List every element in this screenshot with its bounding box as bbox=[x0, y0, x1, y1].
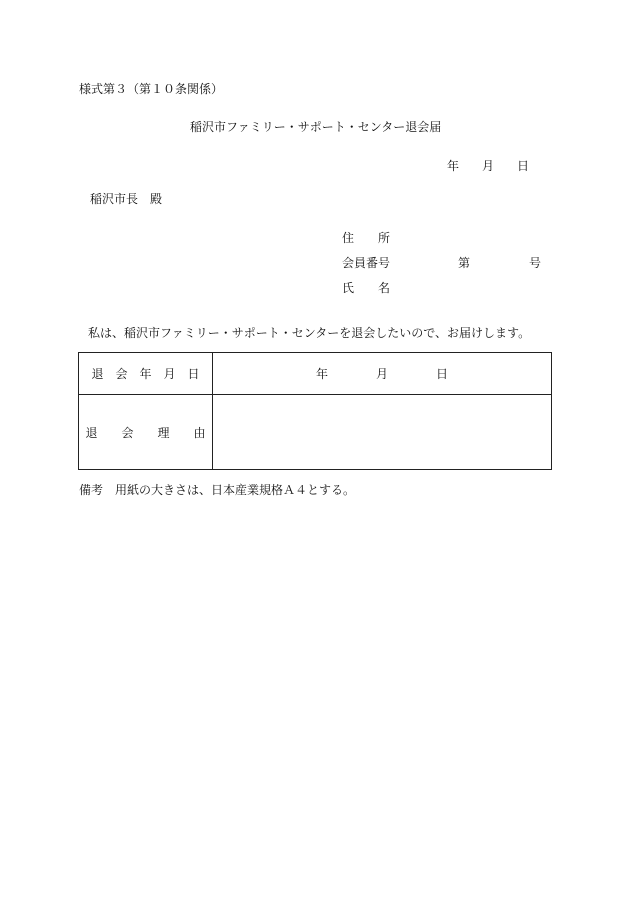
withdrawal-reason-label: 退 会 理 由 bbox=[79, 395, 213, 470]
name-label: 氏 名 bbox=[342, 281, 391, 295]
withdrawal-form-table bbox=[78, 352, 552, 470]
remark-note: 備考 用紙の大きさは、日本産業規格Ａ４とする。 bbox=[79, 483, 356, 497]
date-day-label: 日 bbox=[517, 159, 530, 173]
member-number-suffix: 号 bbox=[529, 256, 542, 270]
address-label: 住 所 bbox=[342, 231, 391, 245]
withdrawal-date-label: 退 会 年 月 日 bbox=[79, 353, 213, 395]
form-number: 様式第３（第１０条関係） bbox=[79, 82, 224, 96]
addressee: 稲沢市長 殿 bbox=[90, 192, 163, 206]
table-row bbox=[79, 395, 552, 470]
member-number-prefix: 第 bbox=[458, 256, 471, 270]
document-title: 稲沢市ファミリー・サポート・センター退会届 bbox=[190, 120, 442, 134]
date-year-label: 年 bbox=[447, 159, 460, 173]
withdrawal-date-field[interactable]: 年 月 日 bbox=[213, 353, 552, 395]
table-row bbox=[79, 353, 552, 395]
date-month-label: 月 bbox=[482, 159, 495, 173]
withdrawal-reason-field[interactable] bbox=[213, 395, 552, 470]
statement-text: 私は、稲沢市ファミリー・サポート・センターを退会したいので、お届けします。 bbox=[88, 326, 531, 340]
member-number-label: 会員番号 bbox=[342, 256, 391, 270]
